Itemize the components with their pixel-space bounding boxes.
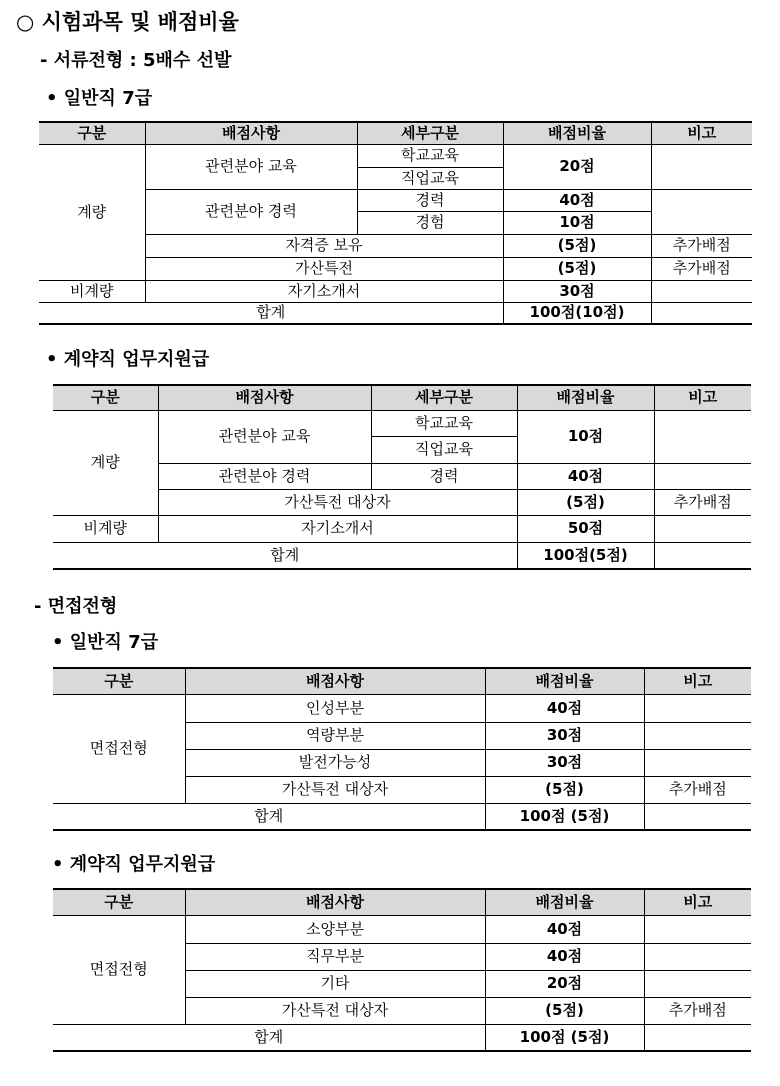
header-category: 구분 xyxy=(53,668,185,694)
cell-score: 40점 xyxy=(485,694,644,722)
cell-item: 가산특전 대상자 xyxy=(185,776,485,803)
cell-total-score: 100점 (5점) xyxy=(485,1024,644,1051)
header-item: 배점사항 xyxy=(185,889,485,915)
cell-career-field: 관련분야 경력 xyxy=(145,189,357,234)
header-ratio: 배점비율 xyxy=(485,668,644,694)
interview-heading: - 면접전형 xyxy=(34,596,118,617)
cell-vocational: 직업교육 xyxy=(371,436,517,463)
interview-table-contract xyxy=(53,888,751,1052)
cell-bonus-note: 추가배점 xyxy=(651,257,752,280)
header-ratio: 배점비율 xyxy=(485,889,644,915)
cell-note: 추가배점 xyxy=(644,776,751,803)
header-note: 비고 xyxy=(644,668,751,694)
cell-career: 경력 xyxy=(357,189,503,211)
cell-total: 합계 xyxy=(53,803,485,830)
cell-edu: 관련분야 교육 xyxy=(158,410,371,463)
cell-bonus-note: 추가배점 xyxy=(654,489,751,515)
cell-bonus: 가산특전 xyxy=(145,257,503,280)
cell-item: 직무부분 xyxy=(185,943,485,970)
cell-score: 30점 xyxy=(485,749,644,776)
t2-heading: • 계약직 업무지원급 xyxy=(46,349,210,370)
cell-item: 역량부분 xyxy=(185,722,485,749)
cell-experience: 경험 xyxy=(357,211,503,234)
cell-intro-note xyxy=(654,515,751,542)
header-detail: 세부구분 xyxy=(357,122,503,144)
cell-total-note xyxy=(654,542,751,569)
cell-item: 소양부분 xyxy=(185,915,485,943)
header-category: 구분 xyxy=(53,889,185,915)
cell-cert-note: 추가배점 xyxy=(651,234,752,257)
cell-bonus: 가산특전 대상자 xyxy=(158,489,517,515)
cell-note xyxy=(644,970,751,997)
cell-career-score: 40점 xyxy=(503,189,651,211)
header-item: 배점사항 xyxy=(145,122,357,144)
cell-total-score: 100점(5점) xyxy=(517,542,654,569)
header-note: 비고 xyxy=(654,385,751,410)
cell-note: 추가배점 xyxy=(644,997,751,1024)
doc-screening-table-general xyxy=(39,121,752,325)
cell-note xyxy=(644,722,751,749)
cell-total-score: 100점 (5점) xyxy=(485,803,644,830)
doc-screening-table-contract xyxy=(53,384,751,570)
cell-bonus-score: (5점) xyxy=(503,257,651,280)
cell-edu-note xyxy=(654,410,751,463)
cell-score: 20점 xyxy=(485,970,644,997)
header-category: 구분 xyxy=(39,122,145,144)
t4-heading: • 계약직 업무지원급 xyxy=(52,854,216,875)
cell-bonus-score: (5점) xyxy=(517,489,654,515)
cell-edu: 관련분야 교육 xyxy=(145,144,357,189)
cell-nonquant: 비계량 xyxy=(53,515,158,542)
header-detail: 세부구분 xyxy=(371,385,517,410)
header-category: 구분 xyxy=(53,385,158,410)
cell-intro-score: 30점 xyxy=(503,280,651,302)
cell-interview-category: 면접전형 xyxy=(53,915,185,1024)
interview-table-general xyxy=(53,667,751,831)
cell-quant: 계량 xyxy=(53,410,158,515)
cell-cert: 자격증 보유 xyxy=(145,234,503,257)
cell-total: 합계 xyxy=(39,302,503,324)
cell-note xyxy=(644,694,751,722)
cell-career-note xyxy=(651,189,752,234)
cell-school: 학교교육 xyxy=(371,410,517,436)
cell-interview-category: 면접전형 xyxy=(53,694,185,803)
cell-cert-score: (5점) xyxy=(503,234,651,257)
cell-edu-note xyxy=(651,144,752,189)
cell-edu-score: 20점 xyxy=(503,144,651,189)
cell-intro: 자기소개서 xyxy=(145,280,503,302)
header-ratio: 배점비율 xyxy=(503,122,651,144)
cell-intro: 자기소개서 xyxy=(158,515,517,542)
cell-item: 발전가능성 xyxy=(185,749,485,776)
header-item: 배점사항 xyxy=(185,668,485,694)
cell-score: (5점) xyxy=(485,776,644,803)
cell-note xyxy=(644,749,751,776)
cell-total-score: 100점(10점) xyxy=(503,302,651,324)
cell-note xyxy=(644,915,751,943)
cell-career-score: 40점 xyxy=(517,463,654,489)
cell-score: 30점 xyxy=(485,722,644,749)
cell-intro-note xyxy=(651,280,752,302)
cell-career: 경력 xyxy=(371,463,517,489)
cell-experience-score: 10점 xyxy=(503,211,651,234)
cell-total-note xyxy=(644,1024,751,1051)
cell-total: 합계 xyxy=(53,542,517,569)
cell-item: 기타 xyxy=(185,970,485,997)
t3-heading: • 일반직 7급 xyxy=(52,632,159,653)
cell-career-field: 관련분야 경력 xyxy=(158,463,371,489)
cell-career-note xyxy=(654,463,751,489)
cell-item: 인성부분 xyxy=(185,694,485,722)
cell-quant: 계량 xyxy=(39,144,145,280)
header-item: 배점사항 xyxy=(158,385,371,410)
header-ratio: 배점비율 xyxy=(517,385,654,410)
doc-screening-heading: - 서류전형 : 5배수 선발 xyxy=(40,50,232,71)
t1-heading: • 일반직 7급 xyxy=(46,88,153,109)
cell-intro-score: 50점 xyxy=(517,515,654,542)
cell-score: 40점 xyxy=(485,915,644,943)
cell-total-note xyxy=(644,803,751,830)
cell-score: (5점) xyxy=(485,997,644,1024)
header-note: 비고 xyxy=(644,889,751,915)
header-note: 비고 xyxy=(651,122,752,144)
cell-item: 가산특전 대상자 xyxy=(185,997,485,1024)
cell-total-note xyxy=(651,302,752,324)
cell-edu-score: 10점 xyxy=(517,410,654,463)
page-title: ○ 시험과목 및 배점비율 xyxy=(16,10,239,34)
cell-note xyxy=(644,943,751,970)
cell-nonquant: 비계량 xyxy=(39,280,145,302)
cell-school: 학교교육 xyxy=(357,144,503,167)
cell-vocational: 직업교육 xyxy=(357,167,503,189)
cell-score: 40점 xyxy=(485,943,644,970)
cell-total: 합계 xyxy=(53,1024,485,1051)
